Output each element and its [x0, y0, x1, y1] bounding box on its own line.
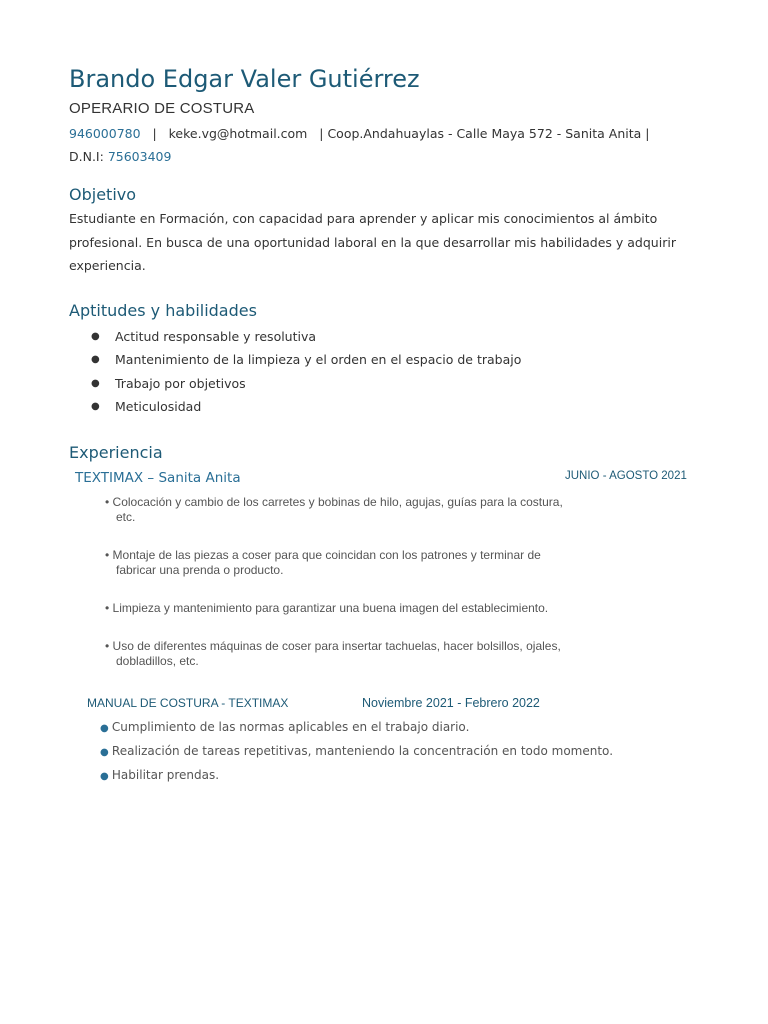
- job1-header: [69, 467, 709, 489]
- resume-page: [69, 62, 709, 788]
- list-item: • Colocación y cambio de los carretes y bobinas de hilo, agujas, guías para la costura, etc.: [105, 494, 563, 524]
- phone-number: 946000780: [69, 126, 141, 141]
- bullet-icon: ●: [100, 770, 112, 782]
- bullet-icon: ●: [91, 354, 100, 365]
- candidate-name: Brando Edgar Valer Gutiérrez: [69, 65, 420, 93]
- skills-title: Aptitudes y habilidades: [69, 300, 257, 320]
- job1-dates: JUNIO - AGOSTO 2021: [565, 469, 687, 482]
- list-item: ● Realización de tareas repetitivas, manteniendo la concentración en todo momento.: [100, 743, 614, 758]
- experience-title: Experiencia: [69, 442, 163, 462]
- job2-duties: [69, 716, 709, 788]
- job2-dates: Noviembre 2021 - Febrero 2022: [362, 695, 540, 710]
- bullet-icon: ●: [91, 401, 100, 412]
- dni-label: D.N.I:: [69, 149, 104, 164]
- list-item: ● Actitud responsable y resolutiva: [69, 325, 709, 349]
- address: Coop.Andahuaylas - Calle Maya 572 - Sanita Anita |: [327, 126, 650, 141]
- bullet-icon: •: [105, 600, 113, 615]
- objective-text: Estudiante en Formación, con capacidad para aprender y aplicar mis conocimientos al ámbito profesional. En busca de una oportunidad laboral en la que desarrollar mis habilidades y adquirir experiencia.: [69, 211, 676, 273]
- list-item: ● Habilitar prendas.: [100, 767, 220, 782]
- list-item: ● Meticulosidad: [69, 395, 709, 419]
- list-item: • Uso de diferentes máquinas de coser para insertar tachuelas, hacer bolsillos, ojales, dobladillos, etc.: [105, 638, 561, 668]
- dni-line: [69, 145, 709, 168]
- bullet-icon: •: [105, 494, 113, 509]
- objective-title: Objetivo: [69, 185, 137, 204]
- list-item: • Limpieza y mantenimiento para garantizar una buena imagen del establecimiento.: [105, 600, 549, 615]
- bullet-icon: ●: [91, 330, 100, 342]
- bullet-icon: ●: [91, 377, 100, 389]
- list-item: • Montaje de las piezas a coser para que coincidan con los patrones y terminar de fabricar una prenda o producto.: [105, 547, 541, 577]
- job-role: OPERARIO DE COSTURA: [69, 100, 255, 117]
- job2-header: [69, 692, 709, 714]
- list-item: ● Trabajo por objetivos: [69, 372, 709, 396]
- list-item: ● Cumplimiento de las normas aplicables en el trabajo diario.: [100, 719, 470, 734]
- job2-company: MANUAL DE COSTURA - TEXTIMAX: [87, 695, 289, 710]
- dni-number: 75603409: [107, 149, 172, 164]
- list-item: ● Mantenimiento de la limpieza y el orden en el espacio de trabajo: [69, 348, 709, 372]
- bullet-icon: •: [105, 547, 113, 562]
- job1-duties: [69, 495, 709, 669]
- bullet-icon: ●: [100, 722, 112, 734]
- bullet-icon: ●: [100, 746, 112, 758]
- skills-list: [69, 325, 709, 419]
- job1-company: TEXTIMAX – Sanita Anita: [75, 469, 241, 486]
- bullet-icon: •: [105, 638, 113, 653]
- email-address: keke.vg@hotmail.com: [168, 126, 308, 141]
- contact-line: 946000780 | keke.vg@hotmail.com | Coop.Andahuaylas - Calle Maya 572 - Sanita Anita |: [69, 126, 650, 141]
